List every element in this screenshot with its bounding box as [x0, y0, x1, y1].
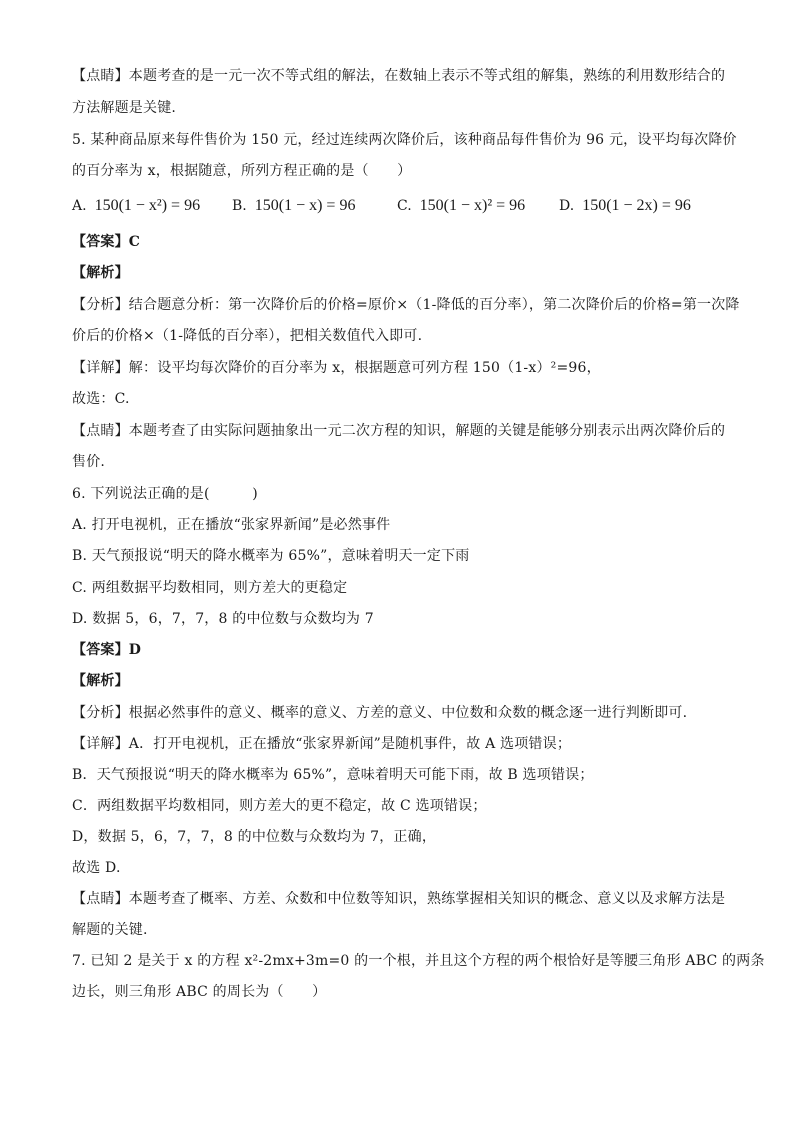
note-6-line2: 解题的关键.	[72, 922, 148, 938]
analysis-5-line2: 价后的价格×（1-降低的百分率），把相关数值代入即可.	[72, 328, 423, 344]
question-6-option-d: D. 数据 5，6，7，7，8 的中位数与众数均为 7	[72, 611, 374, 627]
question-6-option-c: C. 两组数据平均数相同，则方差大的更稳定	[72, 580, 348, 596]
detail-6-a: 【详解】A．打开电视机，正在播放“张家界新闻”是随机事件，故 A 选项错误；	[72, 736, 572, 752]
detail-6-b: B．天气预报说“明天的降水概率为 65%”，意味着明天可能下雨，故 B 选项错误；	[72, 767, 594, 783]
option-b	[232, 196, 355, 216]
note-6-line1: 【点睛】本题考查了概率、方差、众数和中位数等知识，熟练掌握相关知识的概念、意义以及求解方法是	[72, 891, 726, 907]
option-expr: 150(1 − x²) = 96	[94, 197, 201, 214]
choice-5: 故选：C.	[72, 391, 130, 407]
note-prev-1: 【点睛】本题考查的是一元一次不等式组的解法，在数轴上表示不等式组的解集，熟练的利用数形结合的	[72, 68, 726, 84]
choice-6: 故选 D.	[72, 860, 121, 876]
note-5-line1: 【点睛】本题考查了由实际问题抽象出一元二次方程的知识，解题的关键是能够分别表示出两次降价后的	[72, 423, 726, 439]
question-6: 6. 下列说法正确的是( )	[72, 486, 258, 502]
answer-5: 【答案】C	[72, 234, 141, 250]
analysis-6: 【分析】根据必然事件的意义、概率的意义、方差的意义、中位数和众数的概念逐一进行判断即可.	[72, 705, 688, 721]
answer-6: 【答案】D	[72, 642, 142, 658]
analysis-6-heading: 【解析】	[72, 673, 129, 689]
option-expr: 150(1 − x) = 96	[254, 197, 356, 214]
question-6-option-a: A. 打开电视机，正在播放“张家界新闻”是必然事件	[72, 517, 391, 533]
note-prev-2: 方法解题是关键.	[72, 100, 177, 116]
option-label: C.	[397, 198, 412, 214]
detail-5: 【详解】解：设平均每次降价的百分率为 x，根据题意可列方程 150（1-x）²=96，	[72, 360, 601, 376]
analysis-5-line1: 【分析】结合题意分析：第一次降价后的价格=原价×（1-降低的百分率），第二次降价后的价格=第一次降	[72, 297, 740, 313]
question-5-options	[72, 196, 732, 218]
option-label: D.	[559, 198, 575, 214]
option-expr: 150(1 − x)² = 96	[419, 197, 526, 214]
question-7-line2: 边长，则三角形 ABC 的周长为（ ）	[72, 984, 327, 1000]
question-5-line1: 5. 某种商品原来每件售价为 150 元，经过连续两次降价后，该种商品每件售价为 96 元，设平均每次降价	[72, 132, 737, 148]
question-7-line1: 7. 已知 2 是关于 x 的方程 x²-2mx+3m=0 的一个根，并且这个方程的两个根恰好是等腰三角形 ABC 的两条	[72, 953, 765, 969]
detail-6-c: C．两组数据平均数相同，则方差大的更不稳定，故 C 选项错误；	[72, 798, 487, 814]
option-c	[397, 196, 525, 216]
option-a	[72, 196, 200, 216]
option-expr: 150(1 − 2x) = 96	[582, 197, 691, 214]
option-d	[559, 196, 691, 216]
note-5-line2: 售价.	[72, 454, 106, 470]
question-6-option-b: B. 天气预报说“明天的降水概率为 65%”，意味着明天一定下雨	[72, 548, 470, 564]
question-5-line2: 的百分率为 x，根据随意，所列方程正确的是（ ）	[72, 163, 412, 179]
detail-6-d: D，数据 5，6，7，7，8 的中位数与众数均为 7，正确，	[72, 829, 437, 845]
option-label: B.	[232, 198, 247, 214]
analysis-5-heading: 【解析】	[72, 265, 129, 281]
option-label: A.	[72, 198, 87, 214]
